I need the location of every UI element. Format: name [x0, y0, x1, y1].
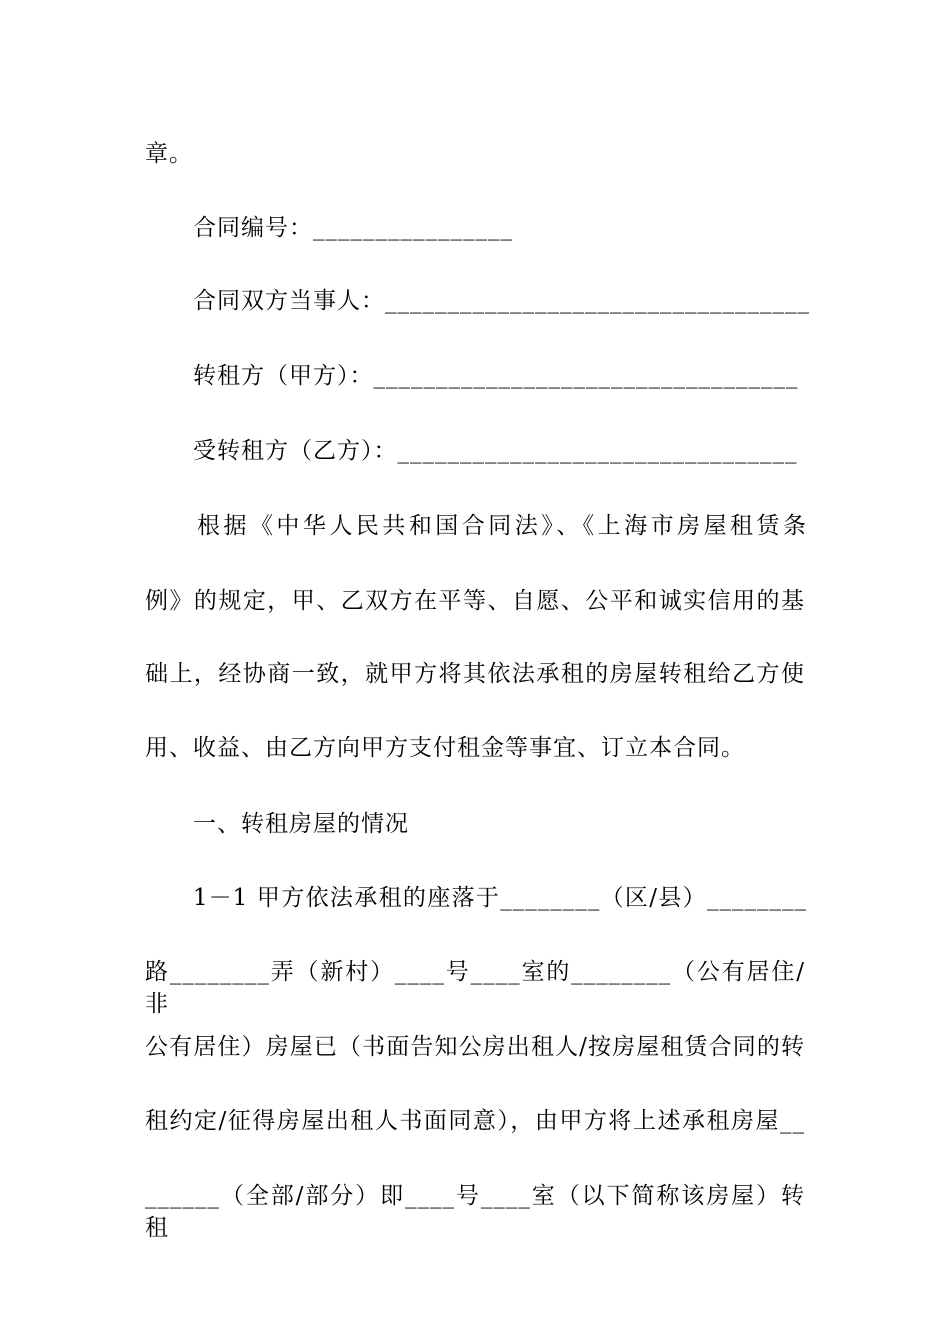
party-a-field: 转租方（甲方）：__________________________________ — [193, 363, 799, 389]
clause-line: ______（全部/部分）即____号____室（以下简称该房屋）转租 — [145, 1183, 805, 1241]
parties-field: 合同双方当事人：__________________________________ — [193, 288, 810, 314]
paragraph-line: 用、收益、由乙方向甲方支付租金等事宜、订立本合同。 — [145, 735, 745, 761]
paragraph-line: 础上，经协商一致，就甲方将其依法承租的房屋转租给乙方使 — [145, 661, 805, 687]
clause-line: 1－1 甲方依法承租的座落于________（区/县）________ — [193, 885, 807, 911]
clause-line: 路________弄（新村）____号____室的________（公有居住/非 — [145, 959, 805, 1017]
contract-number-field: 合同编号：________________ — [193, 215, 513, 241]
section-heading: 一、转租房屋的情况 — [193, 811, 409, 837]
clause-line: 租约定/征得房屋出租人书面同意），由甲方将上述承租房屋__ — [145, 1108, 805, 1134]
paragraph-line: 根据《中华人民共和国合同法》、《上海市房屋租赁条 — [197, 513, 807, 539]
paragraph-line: 例》的规定，甲、乙双方在平等、自愿、公平和诚实信用的基 — [145, 588, 805, 614]
clause-line: 公有居住）房屋已（书面告知公房出租人/按房屋租赁合同的转 — [145, 1034, 805, 1060]
text-line: 章。 — [145, 141, 193, 167]
party-b-field: 受转租方（乙方）：________________________________ — [193, 438, 798, 464]
